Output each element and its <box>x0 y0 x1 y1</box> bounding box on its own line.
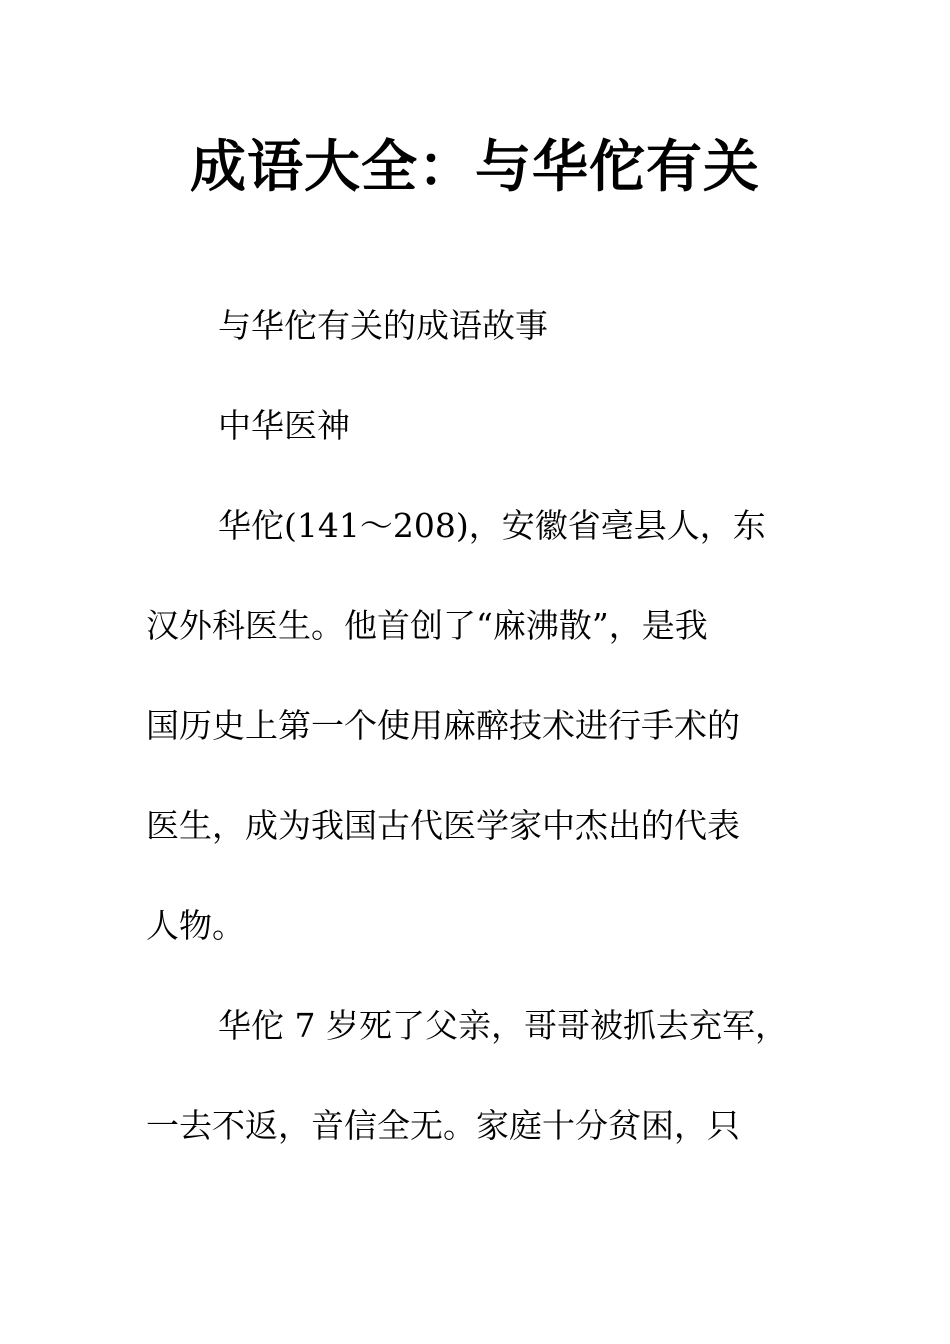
paragraph-line: 国历史上第一个使用麻醉技术进行手术的 <box>146 706 740 745</box>
section-heading: 中华医神 <box>218 406 350 445</box>
paragraph-2 <box>146 1001 826 1151</box>
paragraph-line: 一去不返，音信全无。家庭十分贫困，只 <box>146 1106 740 1145</box>
paragraph-1 <box>146 501 826 951</box>
paragraph-line: 汉外科医生。他首创了“麻沸散”，是我 <box>146 606 708 645</box>
paragraph-line: 华佗 7 岁死了父亲，哥哥被抓去充军， <box>218 1006 788 1045</box>
subtitle: 与华佗有关的成语故事 <box>218 306 548 345</box>
paragraph-line: 人物。 <box>146 906 245 945</box>
document-title: 成语大全：与华佗有关 <box>190 135 760 200</box>
paragraph-line: 华佗(141～208)，安徽省亳县人，东 <box>218 506 766 545</box>
section-heading-paragraph <box>146 401 826 451</box>
paragraph-line: 医生，成为我国古代医学家中杰出的代表 <box>146 806 740 845</box>
document-body <box>146 301 826 1201</box>
subtitle-paragraph <box>146 301 826 351</box>
